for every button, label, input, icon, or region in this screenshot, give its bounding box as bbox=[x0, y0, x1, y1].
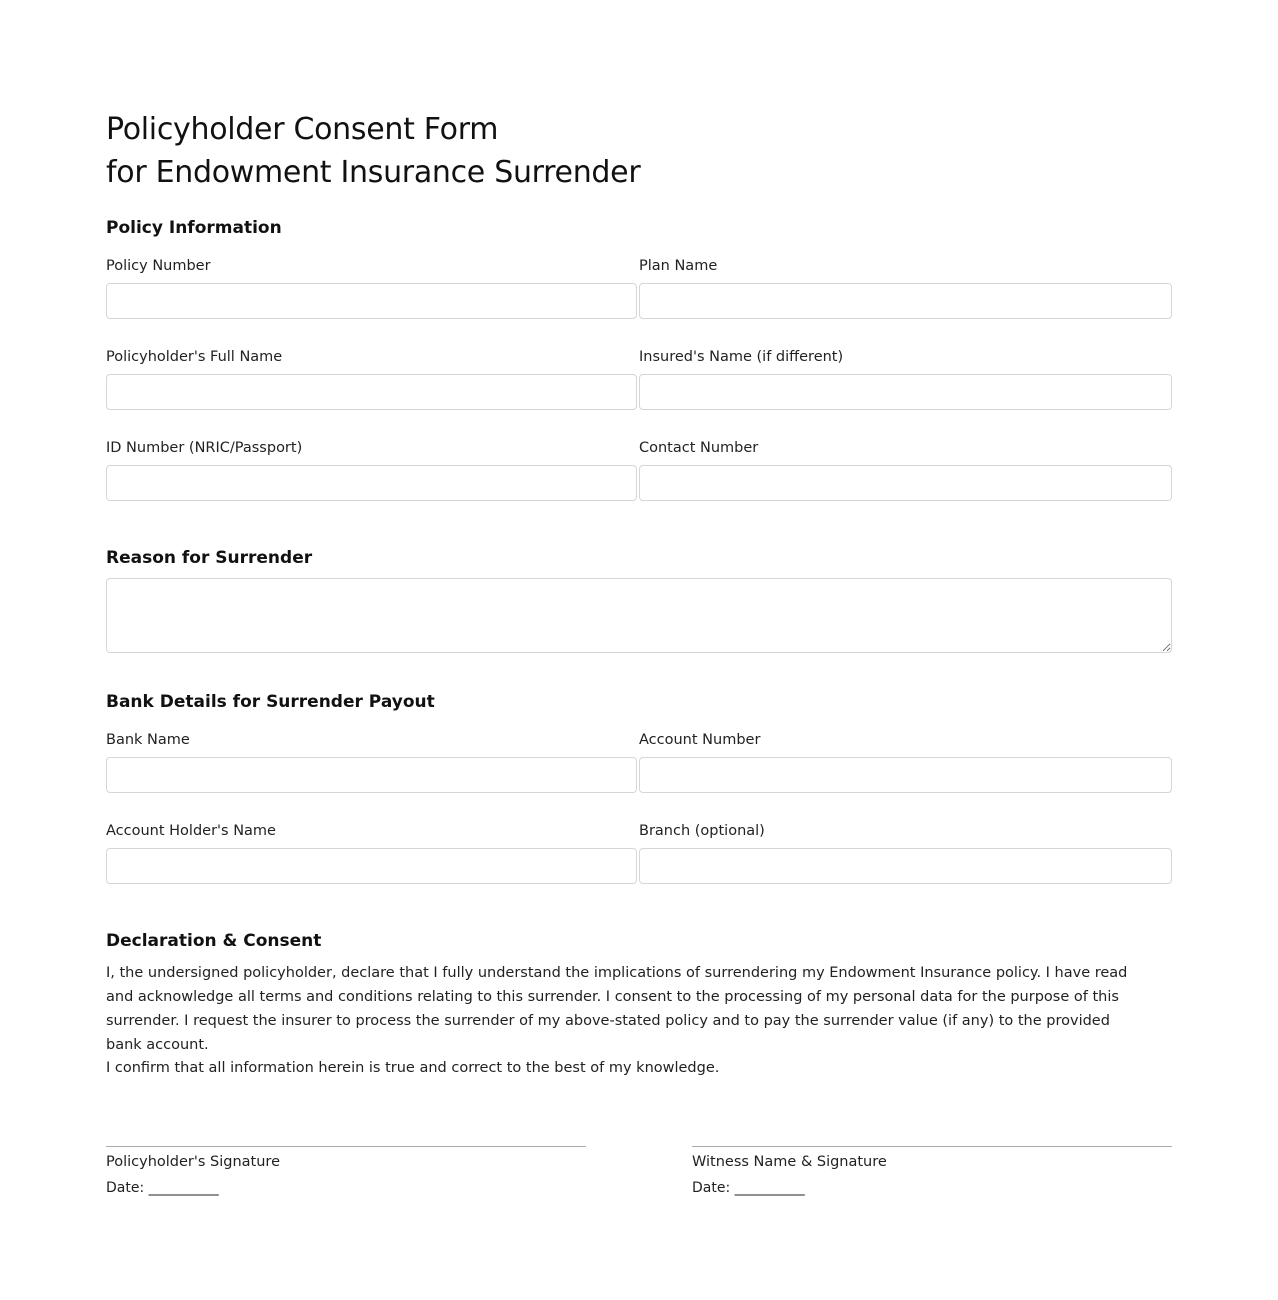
policyholder-signature-line bbox=[106, 1146, 586, 1147]
title-line-1: Policyholder Consent Form bbox=[106, 112, 499, 147]
account-number-input[interactable] bbox=[639, 757, 1172, 793]
branch-input[interactable] bbox=[639, 848, 1172, 884]
account-holder-label: Account Holder's Name bbox=[106, 823, 276, 839]
page-title bbox=[106, 108, 640, 194]
policyholder-date: Date: __________ bbox=[106, 1180, 219, 1196]
insured-name-label: Insured's Name (if different) bbox=[639, 349, 844, 365]
witness-signature-label: Witness Name & Signature bbox=[692, 1154, 887, 1170]
id-number-input[interactable] bbox=[106, 465, 637, 501]
bank-name-input[interactable] bbox=[106, 757, 637, 793]
witness-signature-line bbox=[692, 1146, 1172, 1147]
reason-textarea[interactable] bbox=[106, 578, 1172, 653]
policyholder-name-label: Policyholder's Full Name bbox=[106, 349, 283, 365]
id-number-label: ID Number (NRIC/Passport) bbox=[106, 440, 303, 456]
plan-name-input[interactable] bbox=[639, 283, 1172, 319]
section-reason: Reason for Surrender bbox=[106, 548, 313, 568]
policy-number-input[interactable] bbox=[106, 283, 637, 319]
insured-name-input[interactable] bbox=[639, 374, 1172, 410]
policyholder-name-input[interactable] bbox=[106, 374, 637, 410]
title-line-2: for Endowment Insurance Surrender bbox=[106, 155, 641, 190]
section-policy-information: Policy Information bbox=[106, 218, 282, 238]
policyholder-signature-label: Policyholder's Signature bbox=[106, 1154, 280, 1170]
policy-number-label: Policy Number bbox=[106, 258, 211, 274]
section-bank-details: Bank Details for Surrender Payout bbox=[106, 692, 435, 712]
account-holder-input[interactable] bbox=[106, 848, 637, 884]
branch-label: Branch (optional) bbox=[639, 823, 765, 839]
declaration-text: I, the undersigned policyholder, declare that I fully understand the implications of surrendering my Endowment Insurance policy. I have read and acknowledge all terms and conditions relating to this surrender. I consent to the processing of my personal data for the purpose of this surrender. I request the insurer to process the surrender of my above-stated policy and to pay the surrender value (if any) to the provided bank account. bbox=[106, 965, 1128, 1053]
plan-name-label: Plan Name bbox=[639, 258, 718, 274]
contact-number-input[interactable] bbox=[639, 465, 1172, 501]
contact-number-label: Contact Number bbox=[639, 440, 759, 456]
witness-date: Date: __________ bbox=[692, 1180, 805, 1196]
confirmation-text: I confirm that all information herein is true and correct to the best of my knowledge. bbox=[106, 1060, 720, 1076]
bank-name-label: Bank Name bbox=[106, 732, 190, 748]
section-declaration: Declaration & Consent bbox=[106, 931, 322, 951]
account-number-label: Account Number bbox=[639, 732, 761, 748]
